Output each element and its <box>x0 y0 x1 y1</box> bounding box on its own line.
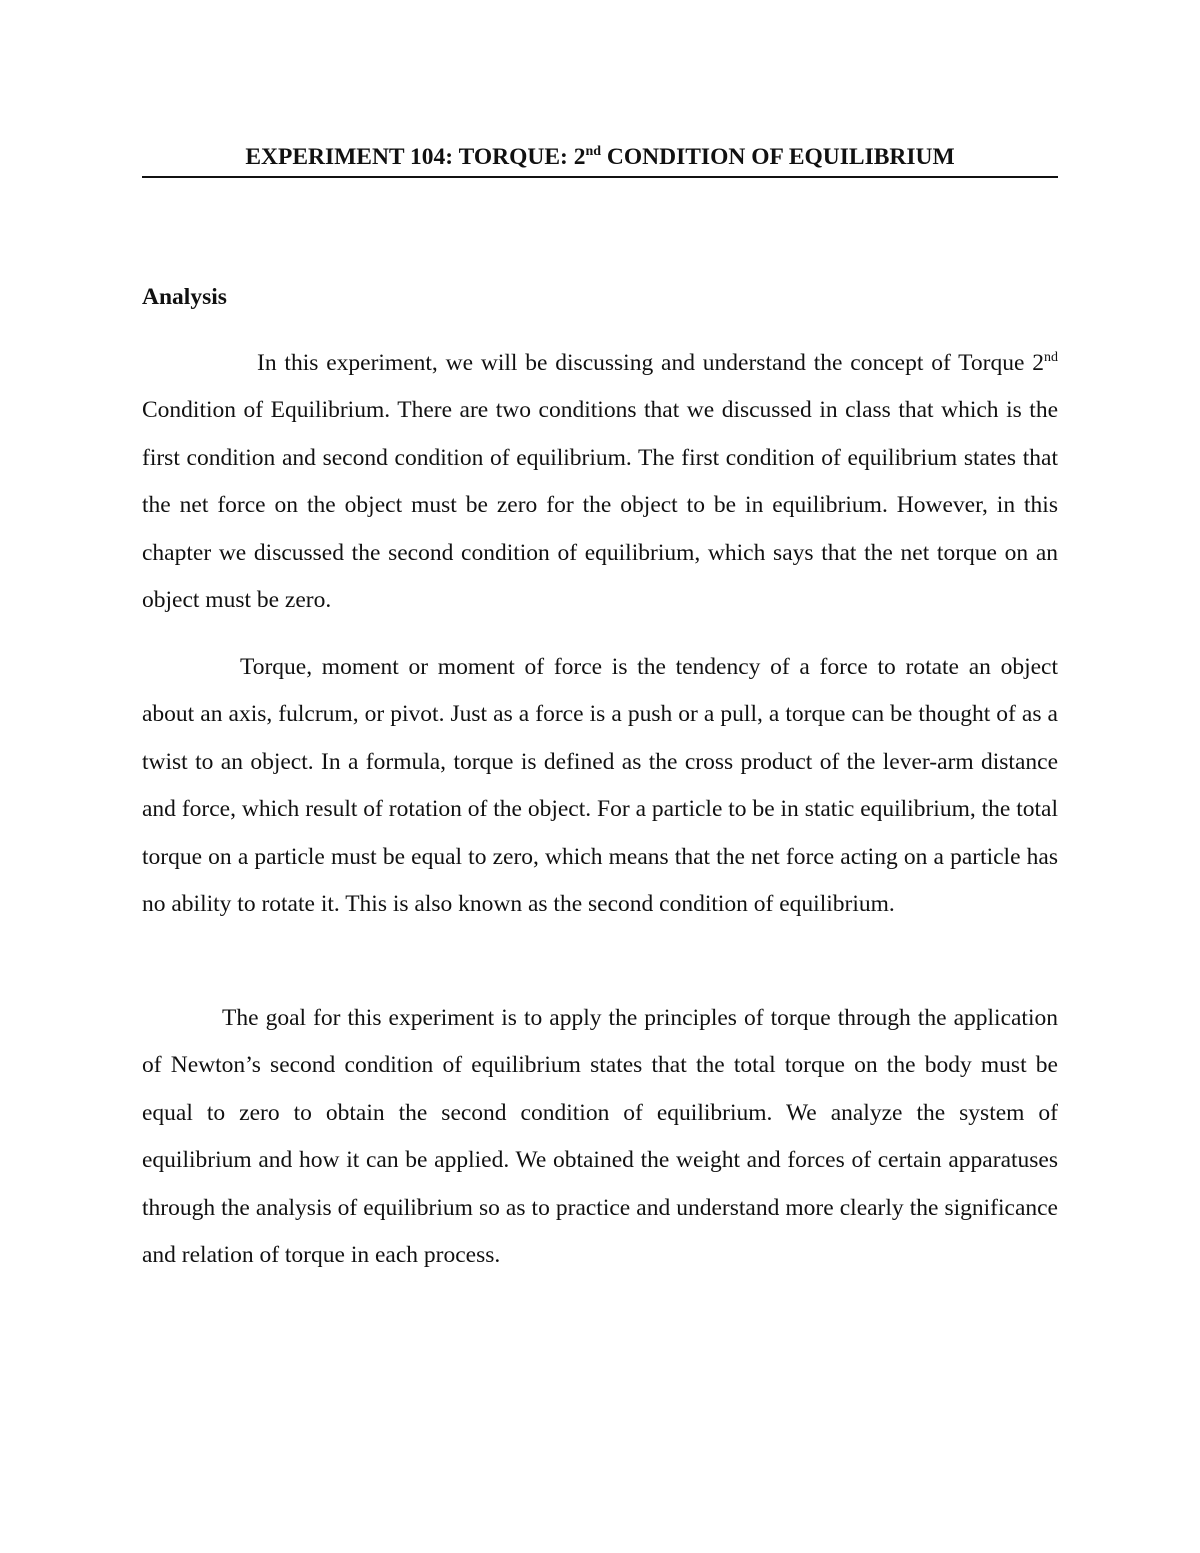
paragraph-1-text-end: Condition of Equilibrium. There are two conditions that we discussed in class that which is the first condition and second condition of equilibrium. The first condition of equilibrium states that the net force on the object must be zero for the object to be in equilibrium. However, in this chapter we discussed the second condition of equilibrium, which says that the net torque on an object must be zero. <box>142 397 1058 614</box>
title-text-end: CONDITION OF EQUILIBRIUM <box>601 144 955 170</box>
paragraph-1 <box>142 340 1058 624</box>
paragraph-1-superscript: nd <box>1044 350 1058 366</box>
document-title <box>142 141 1058 178</box>
paragraph-1-text-start: In this experiment, we will be discussing and understand the concept of Torque 2 <box>257 350 1044 376</box>
title-superscript: nd <box>585 144 602 160</box>
section-heading: Analysis <box>142 284 227 310</box>
paragraph-3: The goal for this experiment is to apply the principles of torque through the application of Newton’s second condition of equilibrium states that the total torque on the body must be equal to zero to obtain the second condition of equilibrium. We analyze the system of equilibrium and how it can be applied. We obtained the weight and forces of certain apparatuses through the analysis of equilibrium so as to practice and understand more clearly the significance and relation of torque in each process. <box>142 1005 1058 1269</box>
title-text-start: EXPERIMENT 104: TORQUE: 2 <box>245 144 586 170</box>
paragraph-2: Torque, moment or moment of force is the tendency of a force to rotate an object about an axis, fulcrum, or pivot. Just as a force is a push or a pull, a torque can be thought of as a twist to an object. In a formula, torque is defined as the cross product of the lever-arm distance and force, which result of rotation of the object. For a particle to be in static equilibrium, the total torque on a particle must be equal to zero, which means that the net force acting on a particle has no ability to rotate it. This is also known as the second condition of equilibrium. <box>142 654 1058 918</box>
